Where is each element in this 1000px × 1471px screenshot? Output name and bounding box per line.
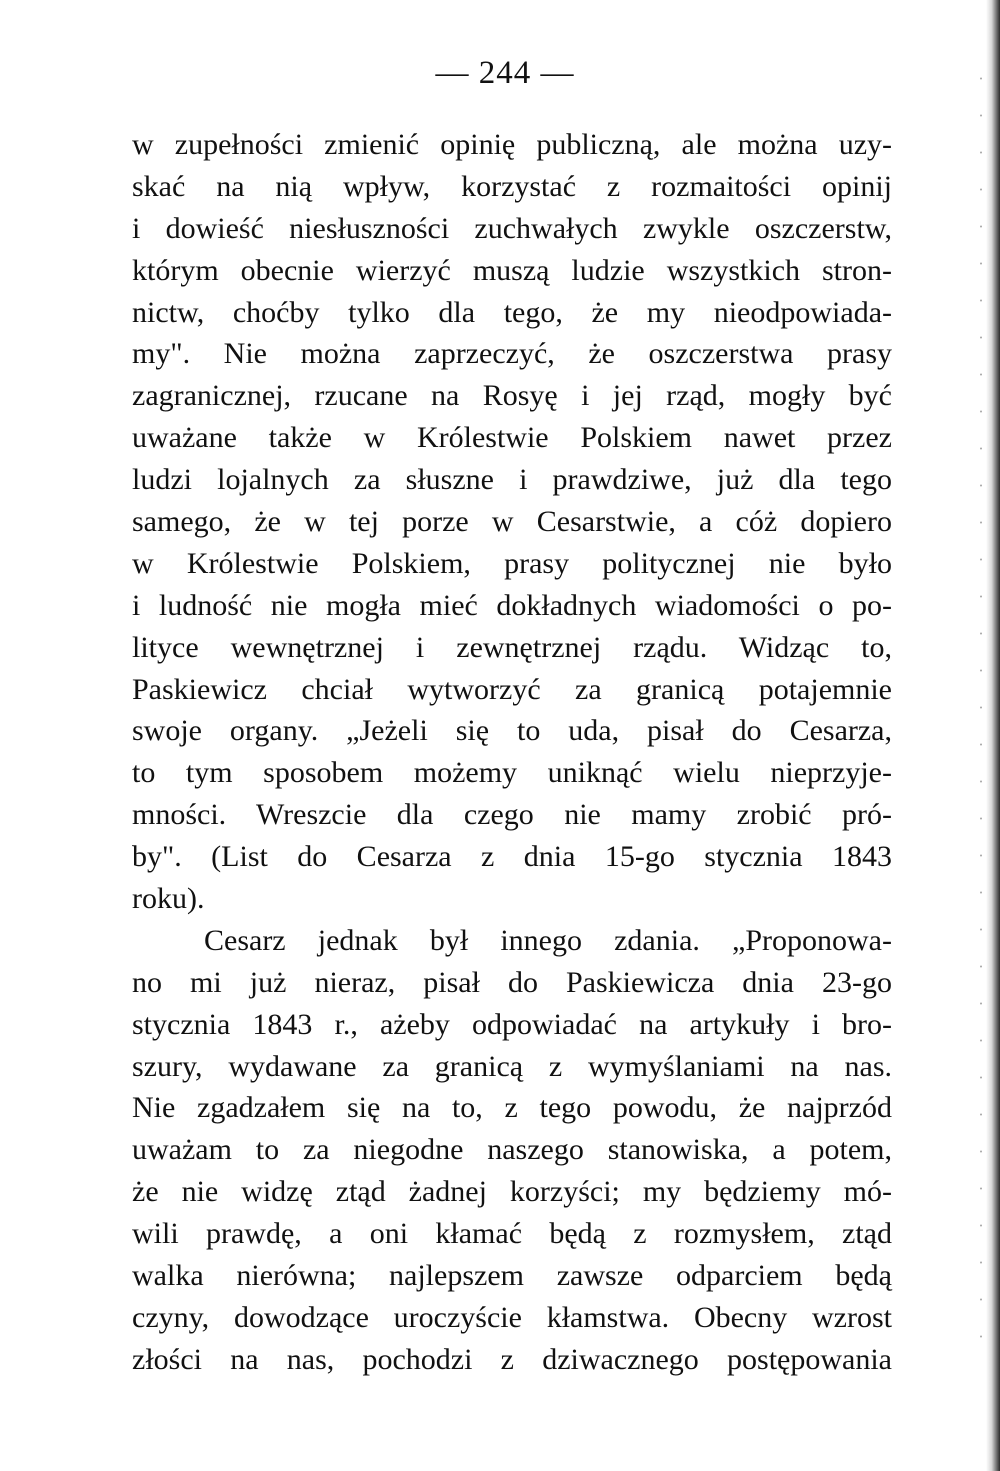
text-line: mności. Wreszcie dla czego nie mamy zrobić pró- bbox=[132, 798, 892, 832]
text-line: zagranicznej, rzucane na Rosyę i jej rząd, mogły być bbox=[132, 379, 892, 413]
text-line: roku). bbox=[132, 882, 205, 916]
text-line: czyny, dowodzące uroczyście kłamstwa. Obecny wzrost bbox=[132, 1300, 892, 1334]
text-line: złości na nas, pochodzi z dziwacznego postępowania bbox=[132, 1342, 892, 1376]
text-line: ludzi lojalnych za słuszne i prawdziwe, już dla tego bbox=[132, 463, 892, 497]
text-line: samego, że w tej porze w Cesarstwie, a cóż dopiero bbox=[132, 505, 892, 539]
body-text bbox=[132, 124, 892, 1381]
text-line: Nie zgadzałem się na to, z tego powodu, że najprzód bbox=[132, 1091, 892, 1125]
text-line: Cesarz jednak był innego zdania. „Proponowa- bbox=[204, 923, 892, 957]
text-line: i dowieść niesłuszności zuchwałych zwykle oszczerstw, bbox=[132, 211, 892, 245]
text-line: szury, wydawane za granicą z wymyślaniami na nas. bbox=[132, 1049, 892, 1083]
text-line: wili prawdę, a oni kłamać będą z rozmysłem, ztąd bbox=[132, 1217, 892, 1251]
text-line: skać na nią wpływ, korzystać z rozmaitości opinij bbox=[132, 169, 892, 203]
text-line: Paskiewicz chciał wytworzyć za granicą potajemnie bbox=[132, 672, 892, 706]
text-line: że nie widzę ztąd żadnej korzyści; my będziemy mó- bbox=[132, 1175, 892, 1209]
text-line: no mi już nieraz, pisał do Paskiewicza dnia 23-go bbox=[132, 965, 892, 999]
paragraph-1 bbox=[132, 124, 892, 920]
text-line: w Królestwie Polskiem, prasy politycznej nie było bbox=[132, 546, 892, 580]
text-line: lityce wewnętrznej i zewnętrznej rządu. Widząc to, bbox=[132, 630, 892, 664]
page-edge-border bbox=[986, 0, 1000, 1471]
page-number: — 244 — bbox=[435, 55, 575, 91]
text-line: którym obecnie wierzyć muszą ludzie wszystkich stron- bbox=[132, 253, 892, 287]
text-line: uważane także w Królestwie Polskiem nawet przez bbox=[132, 421, 892, 455]
text-line: i ludność nie mogła mieć dokładnych wiadomości o po- bbox=[132, 588, 892, 622]
text-line: uważam to za niegodne naszego stanowiska, a potem, bbox=[132, 1133, 892, 1167]
page-edge-specks bbox=[978, 60, 984, 1360]
text-line: to tym sposobem możemy uniknąć wielu nieprzyje- bbox=[132, 756, 892, 790]
text-line: w zupełności zmienić opinię publiczną, ale można uzy- bbox=[132, 128, 892, 161]
text-line: my". Nie można zaprzeczyć, że oszczerstwa prasy bbox=[132, 337, 892, 371]
text-line: by". (List do Cesarza z dnia 15-go stycznia 1843 bbox=[132, 840, 892, 874]
text-line: walka nierówna; najlepszem zawsze odparciem będą bbox=[132, 1259, 892, 1293]
text-line: stycznia 1843 r., ażeby odpowiadać na artykuły i bro- bbox=[132, 1007, 892, 1041]
paragraph-2 bbox=[132, 920, 892, 1381]
text-line: nictw, choćby tylko dla tego, że my nieodpowiada- bbox=[132, 295, 892, 329]
text-line: swoje organy. „Jeżeli się to uda, pisał do Cesarza, bbox=[132, 714, 892, 748]
